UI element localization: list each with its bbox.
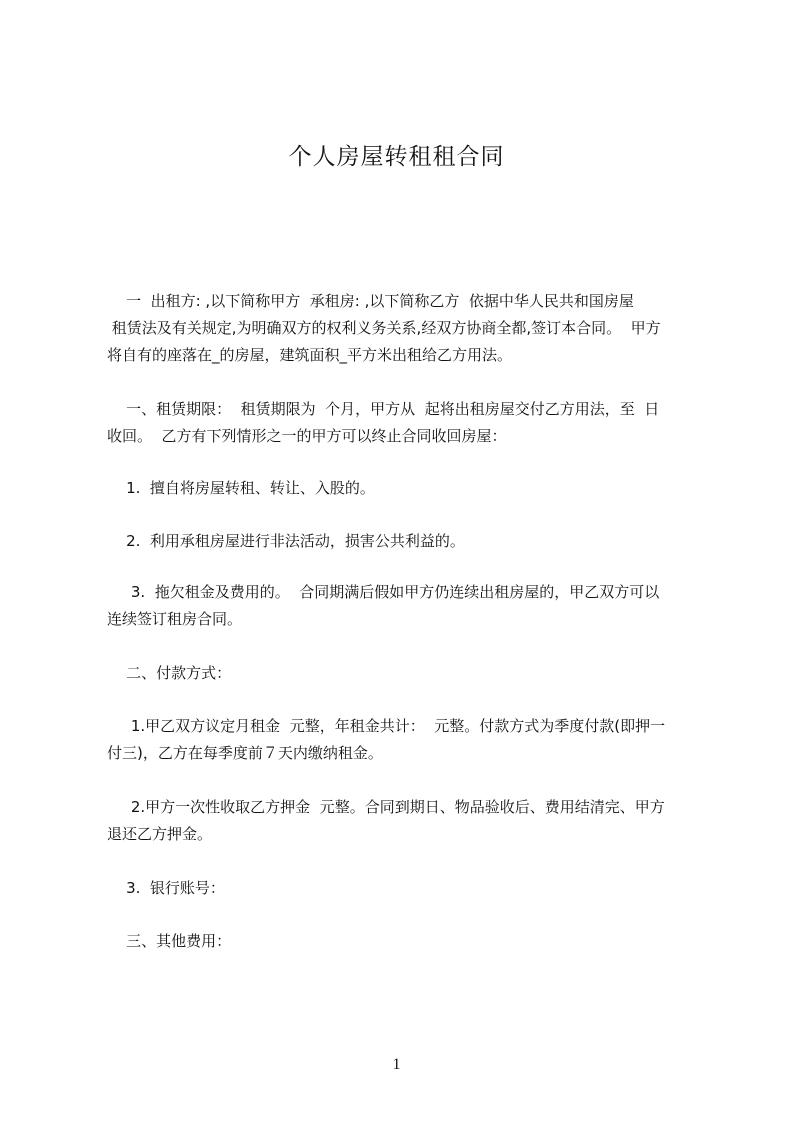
payment-item-1: 1.甲乙双方议定月租金 元整，年租金共计： 元整。付款方式为季度付款(即押一 付三)，乙方在每季度前７天内缴纳租金。 (107, 717, 666, 762)
page-number: 1 (392, 1056, 401, 1073)
bank-account-line: 3. 银行账号： (107, 879, 225, 897)
other-fees-heading: 三、其他费用： (107, 932, 232, 950)
lease-term-paragraph: 一、租赁期限： 租赁期限为 个月，甲方从 起将出租房屋交付乙方用法，至 日 收回。 乙方有下列情形之一的甲方可以终止合同收回房屋： (107, 400, 660, 445)
contract-title: 个人房屋转租租合同 (288, 144, 505, 170)
payment-item-2: 2.甲方一次性收取乙方押金 元整。合同到期日、物品验收后、费用结清完、甲方 退还乙方押金。 (107, 798, 665, 843)
termination-item-2: 2. 利用承租房屋进行非法活动，损害公共利益的。 (107, 532, 465, 550)
payment-method-heading: 二、付款方式： (107, 664, 232, 682)
intro-paragraph: 一 出租方: ,以下简称甲方 承租房: ,以下简称乙方 依据中华人民共和国房屋 租赁法及有关规定,为明确双方的权利义务关系,经双方协商全都,签订本合同。 甲方 将自有的座落在_的房屋，建筑面积_平方米出租给乙方用法。 (107, 292, 661, 364)
termination-item-1: 1. 擅自将房屋转租、转让、入股的。 (107, 479, 375, 497)
termination-item-3: 3. 拖欠租金及费用的。 合同期满后假如甲方仍连续出租房屋的，甲乙双方可以 连续签订租房合同。 (107, 583, 660, 628)
